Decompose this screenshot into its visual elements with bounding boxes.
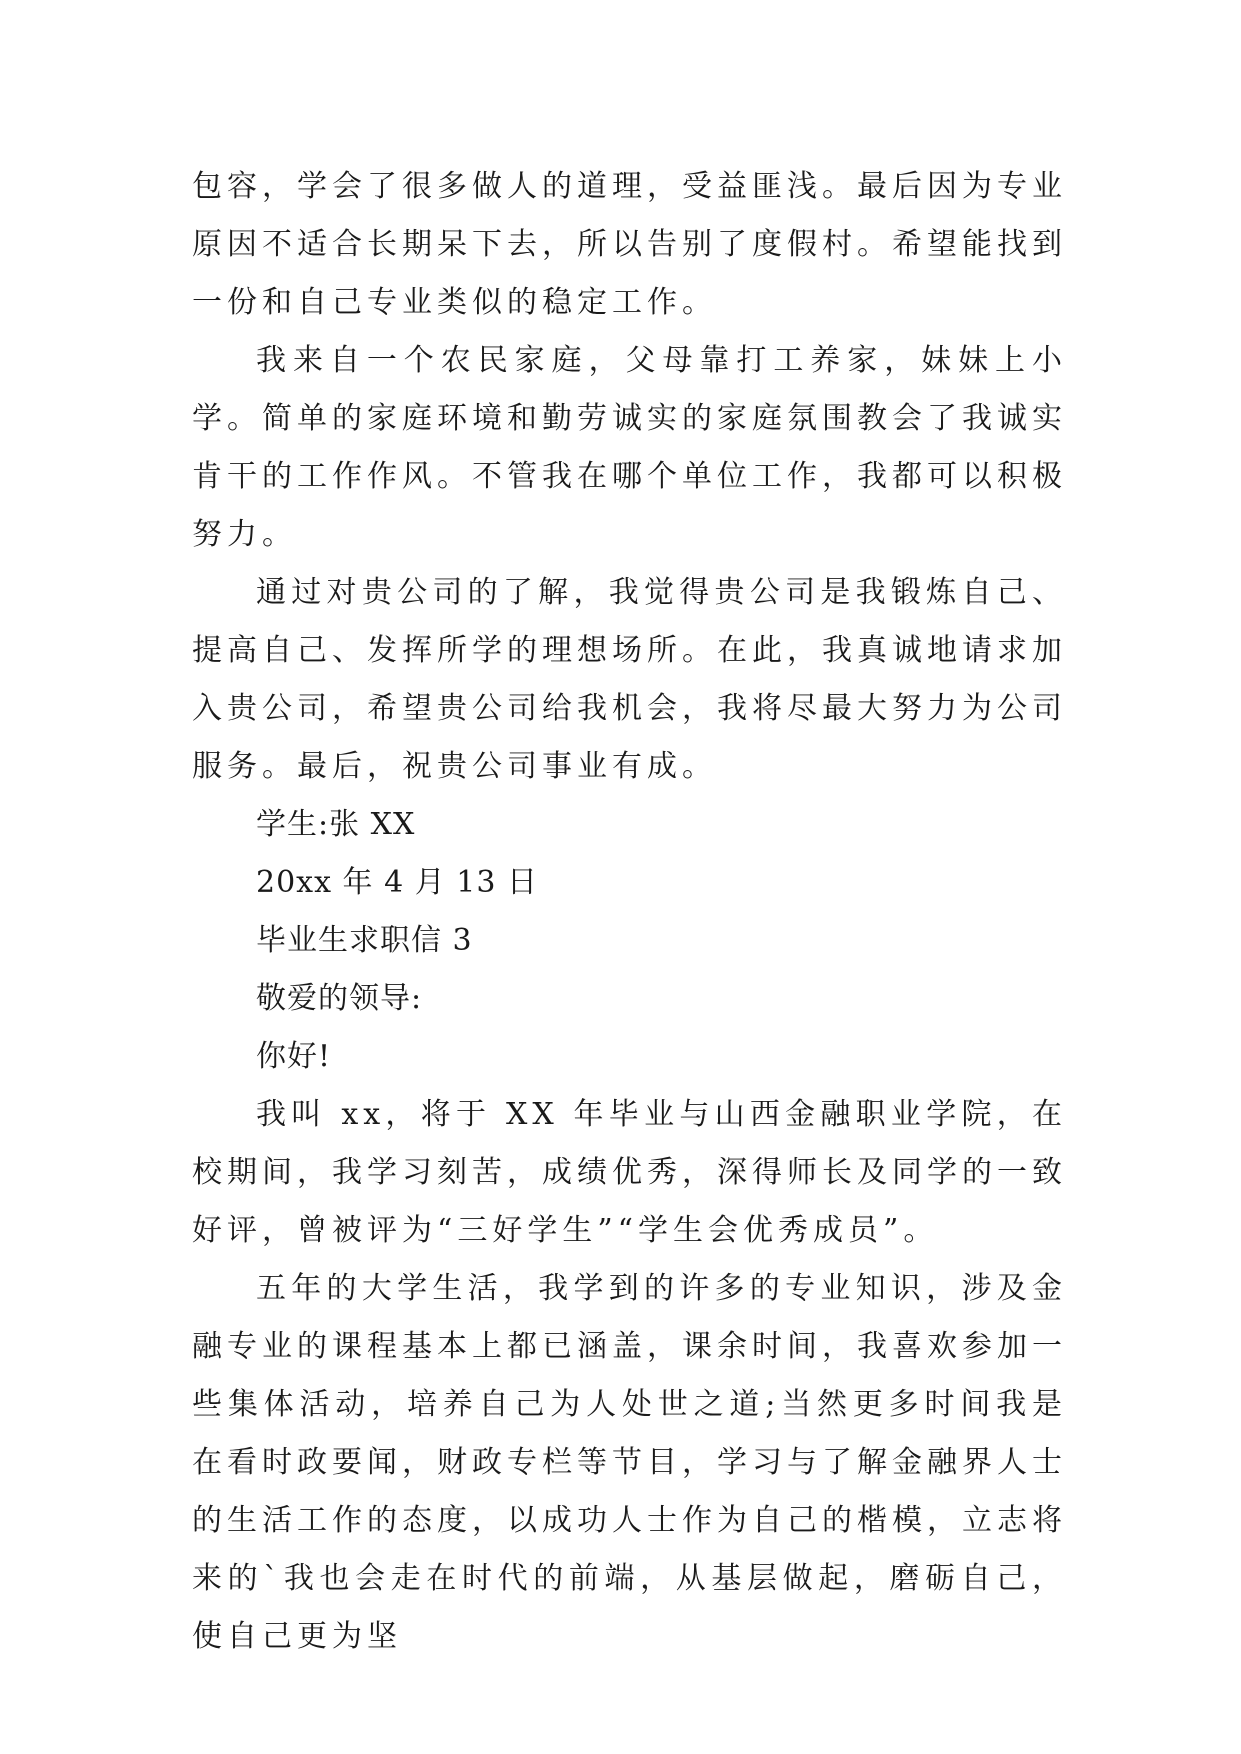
signature-student: 学生:张 XX xyxy=(256,807,416,842)
letter-body xyxy=(192,158,1067,1666)
paragraph-university-life: 五年的大学生活，我学到的许多的专业知识，涉及金融专业的课程基本上都已涵盖，课余时间，我喜欢参加一些集体活动，培养自己为人处世之道;当然更多时间我是在看时政要闻，财政专栏等节目，学习与了解金融界人士的生活工作的态度，以成功人士作为自己的楷模，立志将来的`我也会走在时代的前端，从基层做起，磨砺自己，使自己更为坚 xyxy=(192,1271,1067,1654)
paragraph-family: 我来自一个农民家庭，父母靠打工养家，妹妹上小学。简单的家庭环境和勤劳诚实的家庭氛围教会了我诚实肯干的工作作风。不管我在哪个单位工作，我都可以积极努力。 xyxy=(192,343,1067,552)
paragraph-introduction: 我叫 xx，将于 XX 年毕业与山西金融职业学院，在校期间，我学习刻苦，成绩优秀，深得师长及同学的一致好评，曾被评为“三好学生”“学生会优秀成员”。 xyxy=(192,1097,1067,1248)
paragraph-experience: 包容，学会了很多做人的道理，受益匪浅。最后因为专业原因不适合长期呆下去，所以告别了度假村。希望能找到一份和自己专业类似的稳定工作。 xyxy=(192,169,1067,320)
salutation: 敬爱的领导: xyxy=(256,981,423,1016)
greeting: 你好! xyxy=(256,1039,332,1074)
letter-heading: 毕业生求职信 3 xyxy=(256,923,473,958)
paragraph-company: 通过对贵公司的了解，我觉得贵公司是我锻炼自己、提高自己、发挥所学的理想场所。在此，我真诚地请求加入贵公司，希望贵公司给我机会，我将尽最大努力为公司服务。最后，祝贵公司事业有成。 xyxy=(192,575,1067,784)
signature-date: 20xx 年 4 月 13 日 xyxy=(256,865,538,900)
